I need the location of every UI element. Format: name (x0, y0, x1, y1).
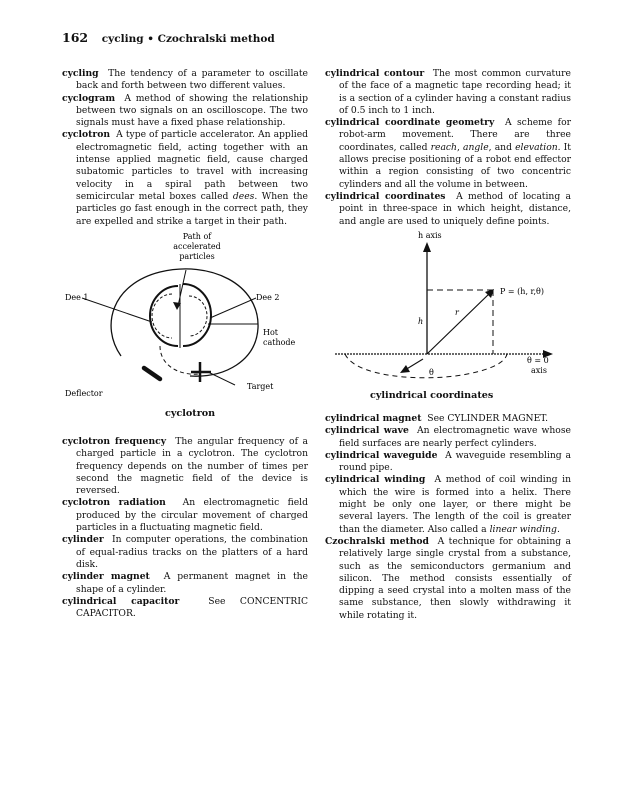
top-left-column (62, 68, 308, 228)
entry-cylindrical-waveguide: cylindrical waveguide A waveguide resembling a round pipe. (325, 449, 572, 474)
path-label-2: accelerated (173, 242, 221, 251)
cylindrical-coordinates-diagram (335, 226, 575, 386)
theta-zero-label-2: axis (531, 366, 547, 375)
cyclotron-diagram (60, 226, 310, 406)
bottom-right-column (325, 413, 571, 622)
path-label-3: particles (179, 252, 215, 261)
running-header (62, 30, 275, 45)
entry-cyclotron: cyclotron A type of particle accelerator. An applied electromagnetic field, acting together with an intense applied magnetic field, cause charged subatomic particles to travel with increasing velocity in a spiral path between two semicircular metal boxes called dees. When the particles go fast enough in the correct path, they are expelled and strike a target in their path. (62, 129, 309, 227)
cathode-label-1: Hot (263, 328, 279, 337)
top-right-column (325, 68, 571, 228)
entry-cyclotron-frequency: cyclotron frequency The angular frequency of a charged particle in a cyclotron. The cyclotron frequency depends on the number of times per second the magnetic field of the device is reversed. (62, 436, 309, 497)
entry-czochralski-method: Czochralski method A technique for obtaining a relatively large single crystal from a substance, such as the semiconductors germanium and silicon. The method consists essentially of dipping a seed crystal into a molten mass of the same substance, then slowly withdrawing it while rotating it. (325, 535, 572, 621)
entry-cylinder-magnet: cylinder magnet A permanent magnet in the shape of a cylinder. (62, 571, 308, 595)
entry-cylindrical-coordinate-geometry: cylindrical coordinate geometry A scheme for robot-arm movement. There are three coordinates, called reach, angle, and elevation. It allows precise positioning of a robot end effector within a region consisting of two concentric cylinders and all the volume in between. (325, 117, 571, 190)
entry-cylindrical-capacitor: cylindrical capacitor See CONCENTRIC CAPACITOR. (62, 595, 309, 620)
dee-2-shape (183, 284, 211, 346)
deflector-plate (144, 368, 160, 379)
dee-1-shape (150, 286, 178, 346)
dee-2-label: Dee 2 (256, 293, 280, 302)
dee-1-label: Dee 1 (65, 293, 89, 302)
entry-cylindrical-winding: cylindrical winding A method of coil winding in which the wire is formed into a helix. There might be only one layer, or there might be several layers. The length of the coil is greater than the diameter. Also called a linear winding. (325, 474, 571, 535)
entry-cylindrical-wave: cylindrical wave An electromagnetic wave whose field surfaces are nearly perfect cylinders. (325, 425, 571, 449)
cylindrical-coordinates-caption: cylindrical coordinates (370, 390, 494, 401)
cyclotron-figure (60, 226, 310, 406)
h-axis-label: h axis (418, 231, 442, 240)
bottom-left-column (62, 436, 308, 620)
h-label: h (418, 317, 424, 326)
entry-cylinder: cylinder In computer operations, the combination of equal-radius tracks on the platters of a hard disk. (62, 534, 308, 570)
running-title: cycling • Czochralski method (101, 33, 275, 45)
entry-cylindrical-magnet: cylindrical magnet See CYLINDER MAGNET. (325, 413, 548, 424)
cyclotron-caption: cyclotron (165, 408, 216, 419)
page-number: 162 (62, 30, 89, 45)
entry-cyclotron-radiation: cyclotron radiation An electromagnetic field produced by the circular movement of charged particles in a fluctuating magnetic field. (62, 497, 308, 534)
target-label: Target (247, 382, 274, 391)
spiral-path (160, 346, 200, 374)
entry-cylindrical-coordinates: cylindrical coordinates A method of locating a point in three-space in which height, distance, and angle are used to uniquely define points. (325, 190, 572, 227)
entry-cyclogram: cyclogram A method of showing the relationship between two signals on an oscilloscope. The two signals must have a fixed phase relationship. (62, 92, 308, 129)
theta-label: θ (429, 368, 434, 377)
cathode-label-2: cathode (263, 338, 296, 347)
path-label-1: Path of (182, 232, 212, 241)
entry-cylindrical-contour: cylindrical contour The most common curvature of the face of a magnetic tape recording head; it is a section of a cylinder having a constant radius of 0.5 inch to 1 inch. (325, 68, 571, 116)
r-label: r (455, 308, 459, 317)
r-vector (427, 292, 491, 354)
entry-cycling: cycling The tendency of a parameter to oscillate back and forth between two different values. (62, 68, 308, 92)
cylindrical-coordinates-figure (335, 226, 575, 386)
deflector-label: Deflector (65, 389, 103, 398)
theta-zero-label-1: θ = 0 (527, 356, 549, 365)
point-p-label: P = (h, r,θ) (500, 287, 544, 296)
